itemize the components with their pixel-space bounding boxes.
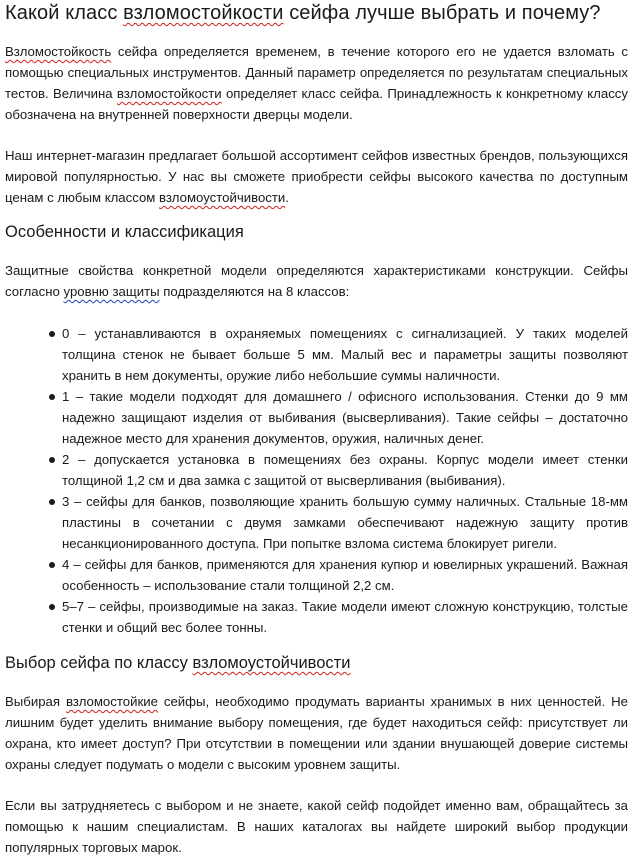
bullet-icon [49, 331, 55, 337]
intro-p2-mark: взломоустойчивости [159, 190, 286, 205]
choice-p1-mark: взломостойкие [65, 694, 158, 709]
intro-p1-mark2: взломостойкости [116, 86, 222, 101]
choice-p1-post: сейфы, необходимо продумать варианты хранимых в них ценностей. Не лишним будет уделить внимание выбору помещения, где будет находиться сейф: присутствует ли охрана, кто имеет доступ? При отсутствии в помещении или здании внушающей доверие системы охраны следует подумать о модели с высоким уровнем защиты. [5, 694, 628, 772]
intro-p1-rest2: определяет класс сейфа. Принадлежность к конкретному классу обозначена на внутренней поверхности дверцы модели. [5, 86, 628, 122]
section-heading-choice [5, 652, 628, 674]
list-item [5, 449, 628, 491]
bullet-icon [49, 457, 55, 463]
list-item-text: 5–7 – сейфы, производимые на заказ. Такие модели имеют сложную конструкцию, толстые стенки и общий вес более тонны. [62, 599, 628, 635]
intro-paragraph-2 [5, 145, 628, 208]
list-item [5, 596, 628, 638]
intro-p2-text: Наш интернет-магазин предлагает большой ассортимент сейфов известных брендов, пользующихся мировой популярностью. У нас вы сможете приобрести сейфы высокого качества по доступным ценам с любым классом [5, 148, 628, 205]
classification-intro [5, 260, 628, 302]
list-item-text: 1 – такие модели подходят для домашнего / офисного использования. Стенки до 9 мм надежно защищают изделия от выбивания (высверливания). Такие сейфы – достаточно надежное место для хранения документов, оружия, наличных денег. [62, 389, 628, 446]
list-item-text: 3 – сейфы для банков, позволяющие хранить большую сумму наличных. Стальные 18-мм пластины в сочетании с двумя замками обеспечивают надежную защиту против несанкционированного доступа. При попытке взлома система блокирует ригели. [62, 494, 628, 551]
classification-intro-post: подразделяются на 8 классов: [159, 284, 350, 299]
list-item [5, 491, 628, 554]
classification-intro-pre: Защитные свойства конкретной модели определяются характеристиками конструкции. Сейфы согласно [5, 263, 628, 299]
page-title [5, 0, 628, 26]
safe-class-list [5, 323, 628, 638]
choice-paragraph-2: Если вы затрудняетесь с выбором и не знаете, какой сейф подойдет именно вам, обращайтесь за помощью к нашим специалистам. В наших каталогах вы найдете широкий выбор продукции популярных торговых марок. [5, 798, 628, 855]
classification-intro-mark: уровню защиты [63, 284, 160, 299]
intro-p1-mark: Взломостойкость [5, 44, 112, 59]
list-item [5, 323, 628, 386]
choice-paragraph-1 [5, 691, 628, 775]
intro-p2-end: . [285, 190, 289, 205]
list-item-text: 2 – допускается установка в помещениях без охраны. Корпус модели имеет стенки толщиной 1,2 см и два замка с защитой от высверливания (выбивания). [62, 452, 628, 488]
choice-heading-mark: взломоустойчивости [192, 654, 351, 672]
bullet-icon [49, 604, 55, 610]
bullet-icon [49, 499, 55, 505]
list-item-text: 4 – сейфы для банков, применяются для хранения купюр и ювелирных украшений. Важная особенность – использование стали толщиной 2,2 см. [62, 557, 628, 593]
choice-p1-pre: Выбирая [5, 694, 66, 709]
title-misspelled-word: взломостойкости [123, 2, 284, 24]
title-pre: Какой класс [5, 2, 124, 24]
list-item-text: 0 – устанавливаются в охраняемых помещениях с сигнализацией. У таких моделей толщина стенок не бывает больше 5 мм. Малый вес и параметры защиты позволяют хранить в нем документы, оружие либо небольшие суммы наличности. [62, 326, 628, 383]
choice-heading-pre: Выбор сейфа по классу [5, 654, 193, 672]
bullet-icon [49, 562, 55, 568]
intro-paragraph-1 [5, 41, 628, 125]
list-item [5, 386, 628, 449]
list-item [5, 554, 628, 596]
bullet-icon [49, 394, 55, 400]
title-post: сейфа лучше выбрать и почему? [283, 2, 601, 24]
section-heading-features: Особенности и классификация [5, 223, 244, 241]
intro-p1-rest1: сейфа определяется временем, в течение которого его не удается взломать с помощью специальных инструментов. Данный параметр определяется по результатам специальных тестов. Величина [5, 44, 628, 101]
